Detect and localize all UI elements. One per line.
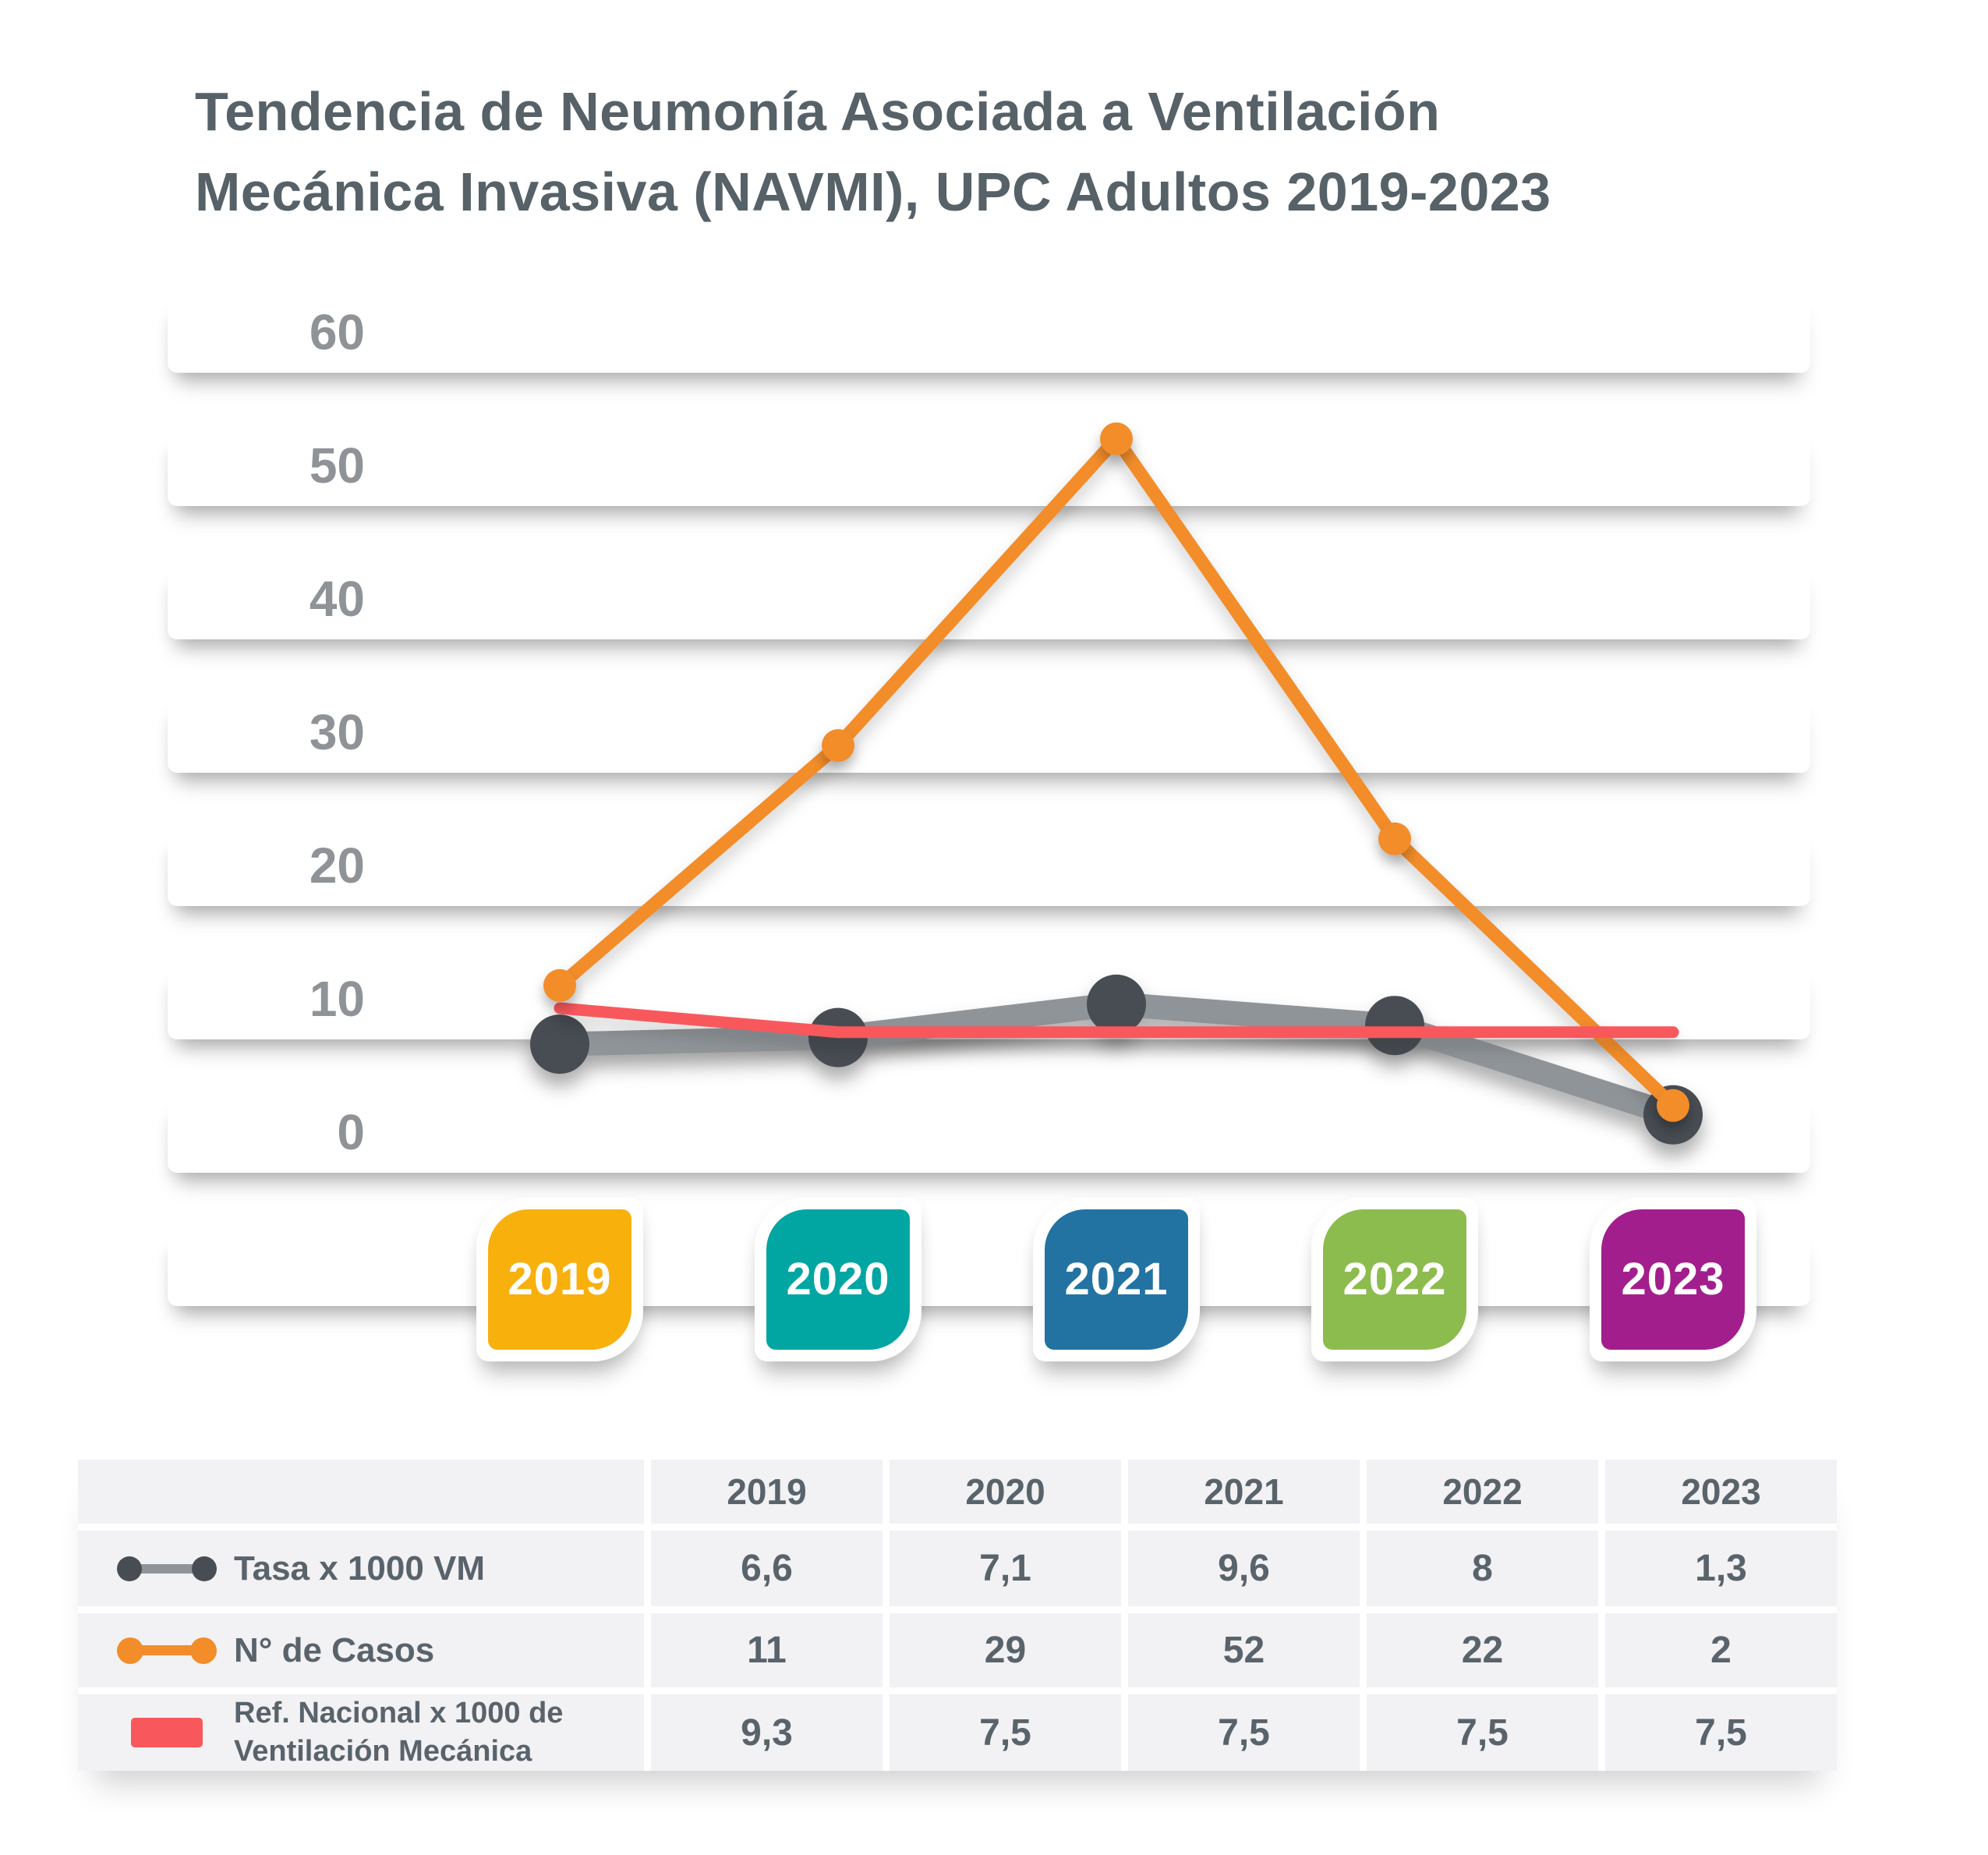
y-axis-label: 0	[337, 1104, 365, 1160]
grid-band	[168, 426, 1810, 506]
page-title-line2: Mecánica Invasiva (NAVMI), UPC Adultos 2019-2023	[195, 161, 1551, 222]
year-tag-box: 2020	[766, 1209, 910, 1350]
table-value-cell: 2	[1605, 1613, 1837, 1687]
table-value-cell: 7,1	[890, 1531, 1121, 1606]
y-axis-label: 40	[309, 571, 365, 627]
table-corner-cell	[78, 1460, 644, 1524]
year-tag-box: 2021	[1045, 1209, 1188, 1350]
table-value-cell: 9,3	[651, 1694, 883, 1771]
y-axis-label: 10	[309, 971, 365, 1027]
table-value-cell: 7,5	[1605, 1694, 1837, 1771]
table-value-cell: 22	[1367, 1613, 1598, 1687]
grid-band-xaxis	[168, 1226, 1810, 1306]
chart-plot-area	[168, 292, 1810, 1314]
legend-row-casos	[78, 1613, 644, 1687]
year-tag-box: 2022	[1323, 1209, 1466, 1350]
table-header-cell: 2020	[890, 1460, 1121, 1524]
year-tag-2023	[1590, 1198, 1756, 1361]
grid-band	[168, 959, 1810, 1039]
grid-band	[168, 559, 1810, 639]
y-axis-label: 50	[309, 437, 365, 494]
legend-row-tasa	[78, 1531, 644, 1606]
table-header-cell: 2023	[1605, 1460, 1837, 1524]
year-tag-box: 2023	[1601, 1209, 1745, 1350]
table-value-cell: 11	[651, 1613, 883, 1687]
table-value-cell: 7,5	[1367, 1694, 1598, 1771]
legend-row-ref-nacional	[78, 1694, 644, 1771]
red-bar-icon	[100, 1718, 234, 1747]
legend-label: Ref. Nacional x 1000 de Ventilación Mecánica	[234, 1696, 564, 1768]
table-value-cell: 8	[1367, 1531, 1598, 1606]
table-value-cell: 6,6	[651, 1531, 883, 1606]
y-axis-label: 30	[309, 704, 365, 760]
table-header-cell: 2022	[1367, 1460, 1598, 1524]
table-header-cell: 2019	[651, 1460, 883, 1524]
page-title-line1: Tendencia de Neumonía Asociada a Ventilación	[195, 81, 1441, 142]
year-tag-2021	[1033, 1198, 1200, 1361]
grid-band	[168, 1092, 1810, 1173]
gray-dumbbell-icon	[100, 1564, 234, 1574]
table-header-cell: 2021	[1128, 1460, 1360, 1524]
table-value-cell: 29	[890, 1613, 1121, 1687]
y-axis-label: 20	[309, 837, 365, 894]
table-value-cell: 52	[1128, 1613, 1360, 1687]
y-axis-label: 60	[309, 304, 365, 360]
year-tag-2020	[755, 1198, 921, 1361]
grid-band	[168, 292, 1810, 373]
page-title	[195, 72, 1879, 232]
table-value-cell: 1,3	[1605, 1531, 1837, 1606]
table-value-cell: 9,6	[1128, 1531, 1360, 1606]
data-table	[78, 1460, 1837, 1771]
table-value-cell: 7,5	[890, 1694, 1121, 1771]
orange-dumbbell-icon	[100, 1645, 234, 1655]
grid-band	[168, 826, 1810, 906]
year-tag-2019	[476, 1198, 643, 1361]
table-value-cell: 7,5	[1128, 1694, 1360, 1771]
legend-label: N° de Casos	[234, 1630, 435, 1669]
legend-label: Tasa x 1000 VM	[234, 1549, 486, 1588]
year-tag-box: 2019	[488, 1209, 631, 1350]
grid-band	[168, 692, 1810, 773]
year-tag-2022	[1311, 1198, 1478, 1361]
